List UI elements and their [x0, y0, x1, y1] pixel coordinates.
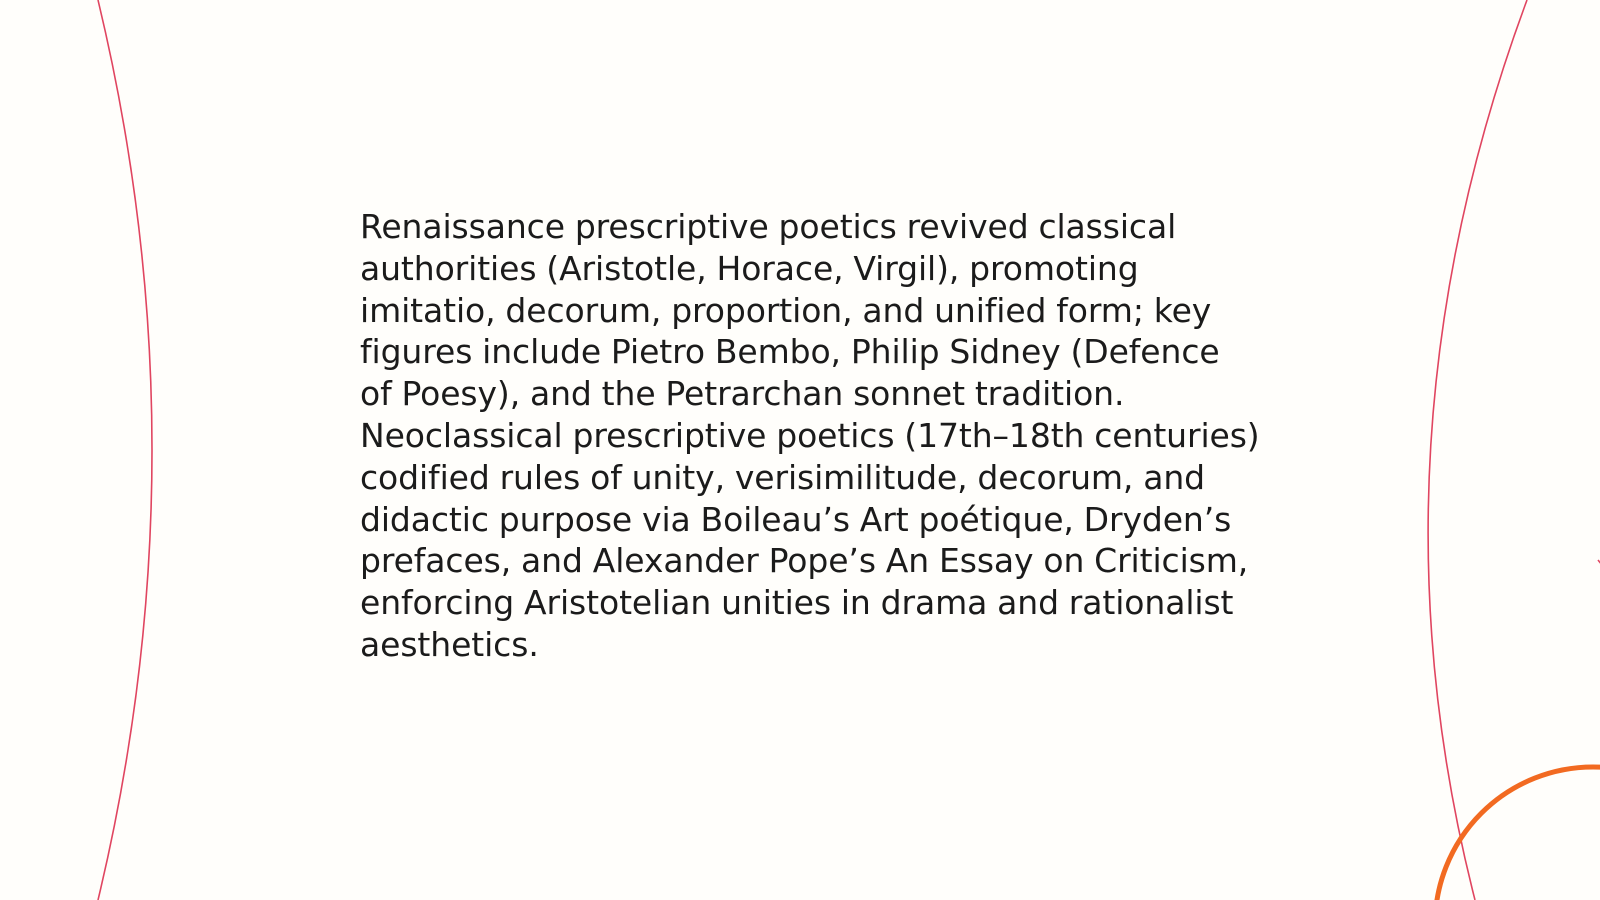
left-arc-line: [98, 0, 152, 900]
body-paragraph: Renaissance prescriptive poetics revived classical authorities (Aristotle, Horace, Virgil), promoting imitatio, decorum, proportion, and unified form; key figures include Pietro Bembo, Philip Sidney (Defence of Poesy), and the Petrarchan sonnet tradition. Neoclassical prescriptive poetics (17th–18th centuries) codified rules of unity, verisimilitude, decorum, and didactic purpose via Boileau’s Art poétique, Dryden’s prefaces, and Alexander Pope’s An Essay on Criticism, enforcing Aristotelian unities in drama and rationalist aesthetics.: [360, 207, 1260, 664]
right-arc-line: [1428, 0, 1527, 900]
